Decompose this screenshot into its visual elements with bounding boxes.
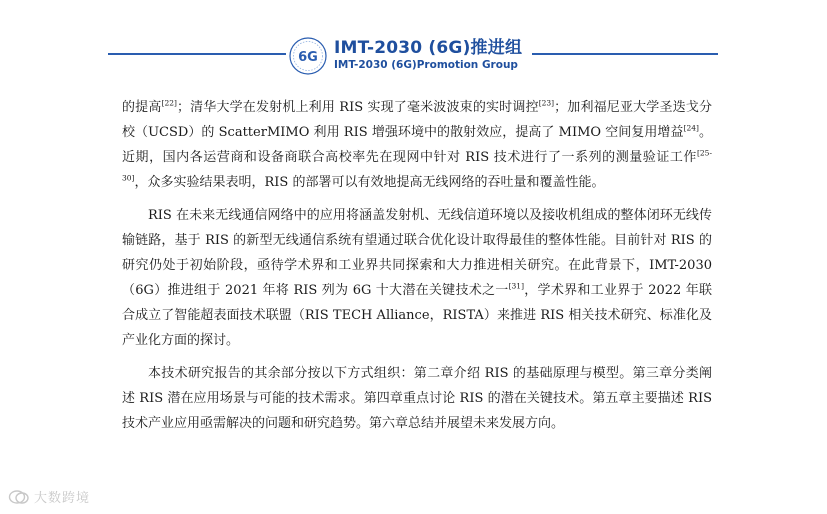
header-rule-right [532, 53, 718, 55]
paragraph-1 [122, 95, 712, 195]
logo-mark-text: 6G [298, 50, 318, 65]
header-brand [334, 38, 522, 72]
text-run: ，学术界和工业界于 2022 年联合成立了智能超表面技术联盟（RIS TECH Alliance，RISTA）来推进 RIS 相关技术研究、标准化及产业化方面的探讨。 [122, 283, 712, 348]
text-run: ，众多实验结果表明，RIS 的部署可以有效地提高无线网络的吞吐量和覆盖性能。 [134, 175, 605, 190]
imt-2030-logo-icon [288, 36, 328, 76]
text-run: ；加利福尼亚大学圣迭戈分校（UCSD）的 ScatterMIMO 利用 RIS 增强环境中的散射效应，提高了 MIMO 空间复用增益 [122, 100, 712, 140]
header-subtitle: IMT-2030 (6G)Promotion Group [334, 59, 518, 71]
citation-ref: [22] [161, 98, 177, 108]
citation-ref: [25-30] [122, 148, 712, 183]
paragraph-2 [122, 203, 712, 353]
page-header [0, 0, 827, 90]
watermark [8, 487, 90, 506]
chat-bubble-icon [8, 489, 30, 505]
text-run: 。近期，国内各运营商和设备商联合高校率先在现网中针对 RIS 技术进行了一系列的测量验证工作 [122, 125, 712, 165]
citation-ref: [24] [683, 123, 699, 133]
text-run: ；清华大学在发射机上利用 RIS 实现了毫米波波束的实时调控 [176, 100, 539, 115]
watermark-text: 大数跨境 [34, 491, 91, 506]
citation-ref: [31] [508, 281, 524, 291]
paragraph-3 [122, 361, 712, 436]
document-body [122, 95, 712, 444]
text-run: 本技术研究报告的其余部分按以下方式组织：第二章介绍 RIS 的基础原理与模型。第三章分类阐述 RIS 潜在应用场景与可能的技术需求。第四章重点讨论 RIS 的潜在关键技术。第五章主要描述 RIS 技术产业应用亟需解决的问题和研究趋势。第六章总结并展望未来发展方向。 [122, 366, 712, 431]
header-rule-left [108, 53, 286, 55]
text-run: RIS 在未来无线通信网络中的应用将涵盖发射机、无线信道环境以及接收机组成的整体闭环无线传输链路，基于 RIS 的新型无线通信系统有望通过联合优化设计取得最佳的整体性能。目前针对 RIS 的研究仍处于初始阶段，亟待学术界和工业界共同探索和大力推进相关研究。在此背景下，IMT-2030（6G）推进组于 2021 年将 RIS 列为 6G 十大潜在关键技术之一 [122, 208, 712, 298]
header-title: IMT-2030 (6G)推进组 [334, 38, 523, 58]
text-run: 的提高 [122, 100, 162, 115]
citation-ref: [23] [538, 98, 555, 108]
